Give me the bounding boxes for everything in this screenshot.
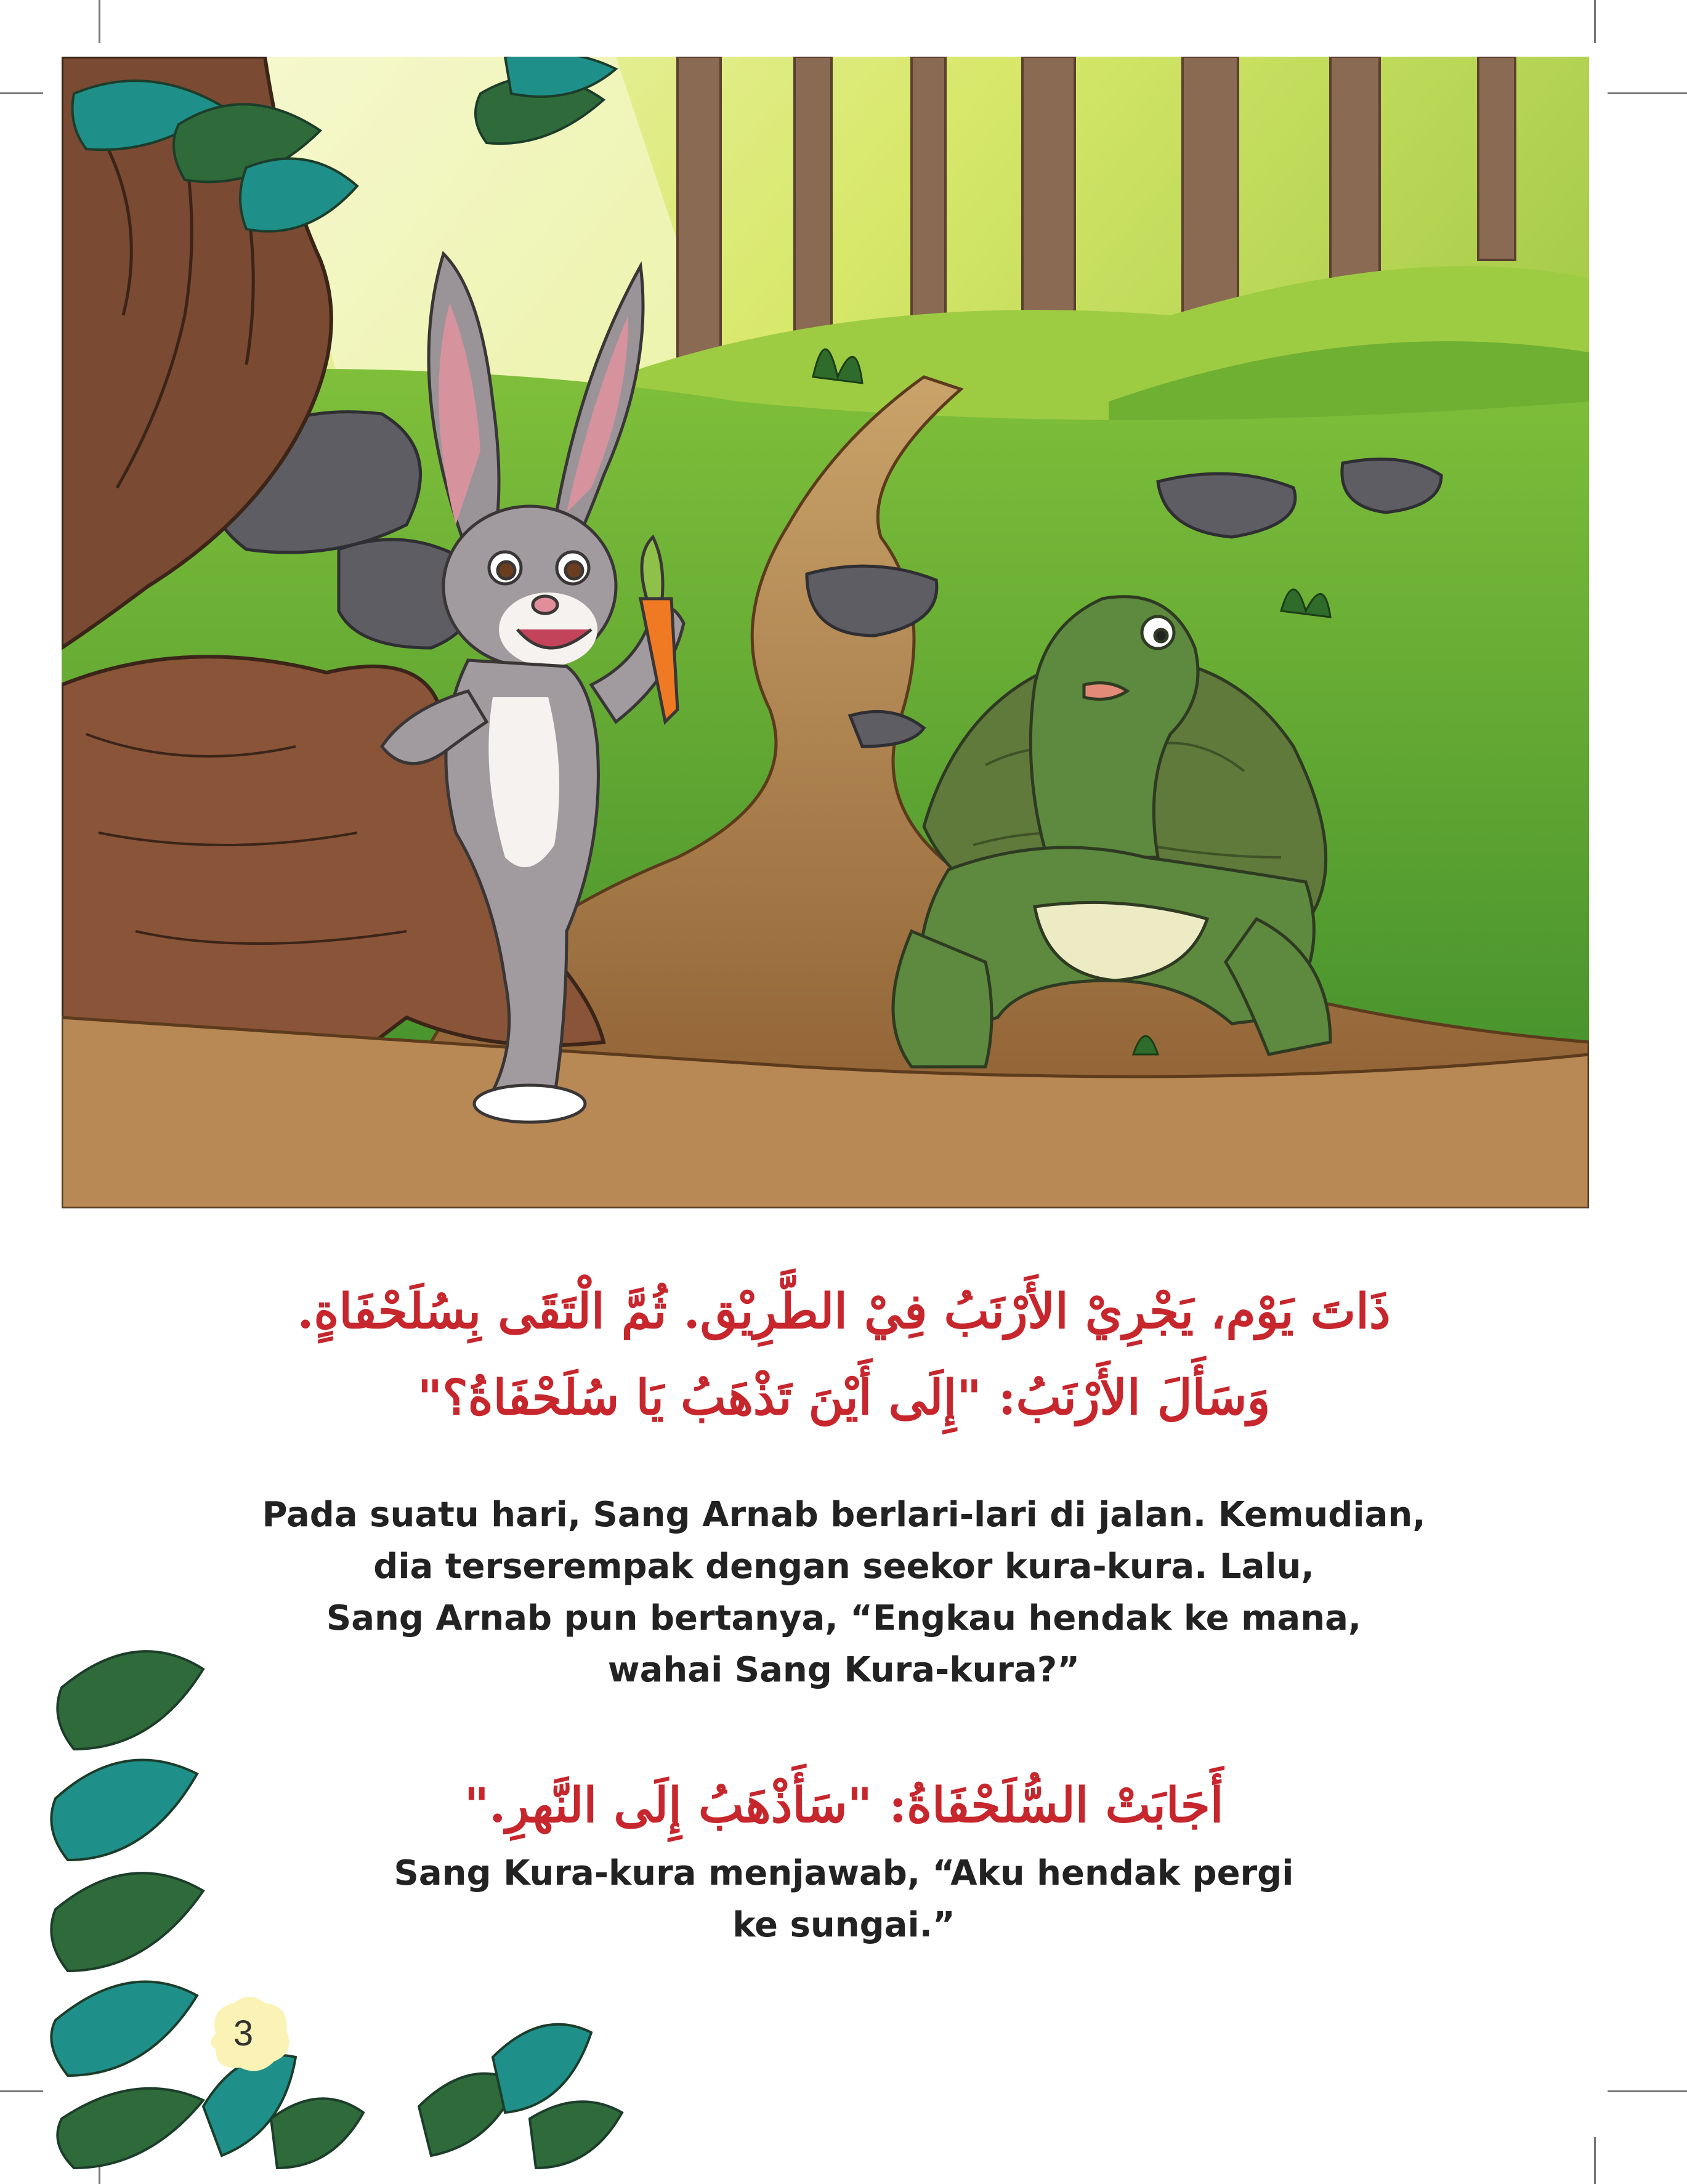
crop-mark xyxy=(1608,2090,1687,2092)
malay-line: Pada suatu hari, Sang Arnab berlari-lari di jalan. Kemudian, xyxy=(262,1495,1426,1535)
arabic-line: أَجَابَتْ السُّلَحْفَاةُ: "سَأَذْهَبُ إِلَى النَّهرِ." xyxy=(464,1778,1224,1834)
crop-mark xyxy=(1608,92,1687,94)
malay-line: ke sungai.” xyxy=(732,1905,955,1945)
arabic-paragraph-2 xyxy=(123,1763,1564,1849)
arabic-line: وَسَأَلَ الأَرْنَبُ: "إِلَى أَيْنَ تَذْهَبُ يَا سُلَحْفَاةُ؟" xyxy=(417,1370,1271,1426)
arabic-paragraph-1 xyxy=(123,1269,1564,1441)
forest-illustration xyxy=(62,57,1589,1208)
malay-paragraph-2 xyxy=(123,1848,1564,1951)
malay-paragraph-1 xyxy=(123,1489,1564,1696)
malay-line: Sang Arnab pun bertanya, “Engkau hendak ke mana, xyxy=(326,1598,1362,1638)
page-number: 3 xyxy=(233,2013,254,2053)
crop-mark xyxy=(99,0,100,43)
crop-mark xyxy=(1594,2137,1596,2184)
malay-line: wahai Sang Kura-kura?” xyxy=(607,1650,1080,1690)
crop-mark xyxy=(1594,0,1596,43)
malay-line: Sang Kura-kura menjawab, “Aku hendak pergi xyxy=(394,1853,1294,1893)
crop-mark xyxy=(0,92,43,94)
malay-line: dia terserempak dengan seekor kura-kura. Lalu, xyxy=(373,1547,1314,1587)
arabic-line: ذَاتَ يَوْم، يَجْرِيْ الأَرْنَبُ فِيْ الطَّرِيْق. ثُمَّ الْتَقَى بِسُلَحْفَاةٍ. xyxy=(297,1284,1391,1340)
